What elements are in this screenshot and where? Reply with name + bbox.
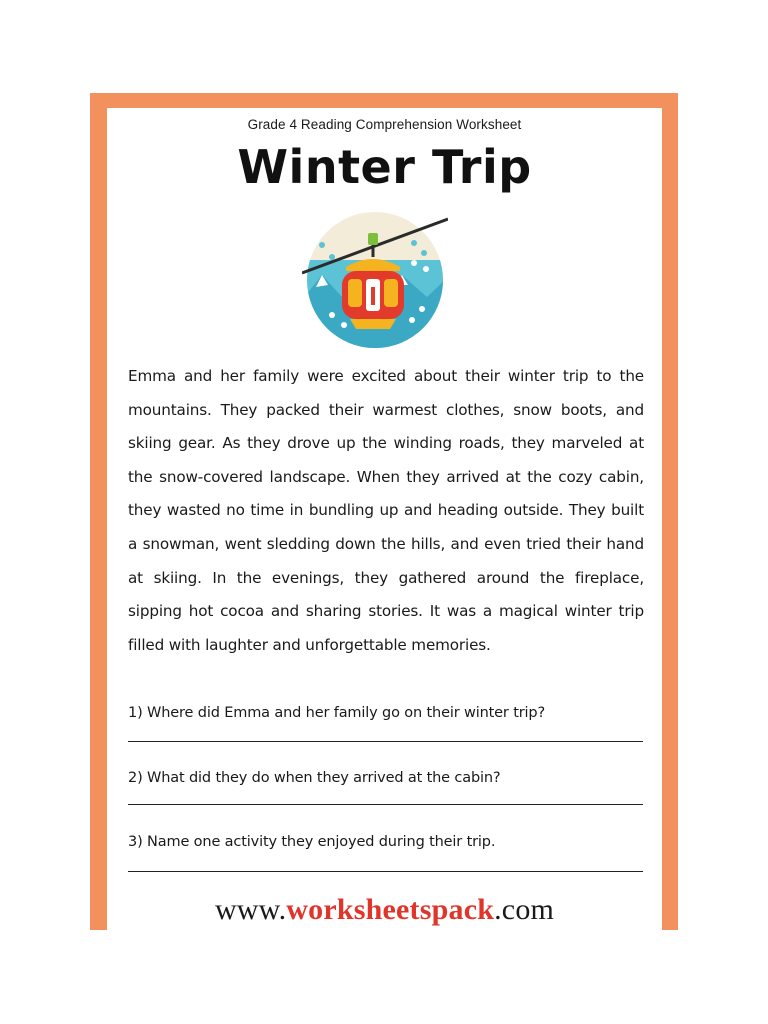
cable-car-icon [302,205,448,351]
worksheet-title: Winter Trip [237,140,532,194]
question-3: 3) Name one activity they enjoyed during their trip. [128,834,496,850]
question-2: 2) What did they do when they arrived at the cabin? [128,770,501,786]
answer-line-2[interactable] [128,804,643,805]
reading-passage: Emma and her family were excited about their winter trip to the mountains. They packed their warmest clothes, snow boots, and skiing gear. As they drove up the winding roads, they marveled at the snow-covered landscape. When they arrived at the cozy cabin, they wasted no time in bundling up and heading outside. They built a snowman, went sledding down the hills, and even tried their hand at skiing. In the evenings, they gathered around the fireplace, sipping hot cocoa and sharing stories. It was a magical winter trip filled with laughter and unforgettable memories. [128,367,644,654]
question-1: 1) Where did Emma and her family go on their winter trip? [128,705,546,721]
worksheet-subtitle: Grade 4 Reading Comprehension Worksheet [247,117,522,132]
url-suffix: .com [494,893,555,926]
url-brand: worksheetspack [286,893,495,926]
website-url[interactable] [107,893,662,927]
answer-line-3[interactable] [128,871,643,872]
url-prefix: www. [214,893,287,926]
answer-line-1[interactable] [128,741,643,742]
